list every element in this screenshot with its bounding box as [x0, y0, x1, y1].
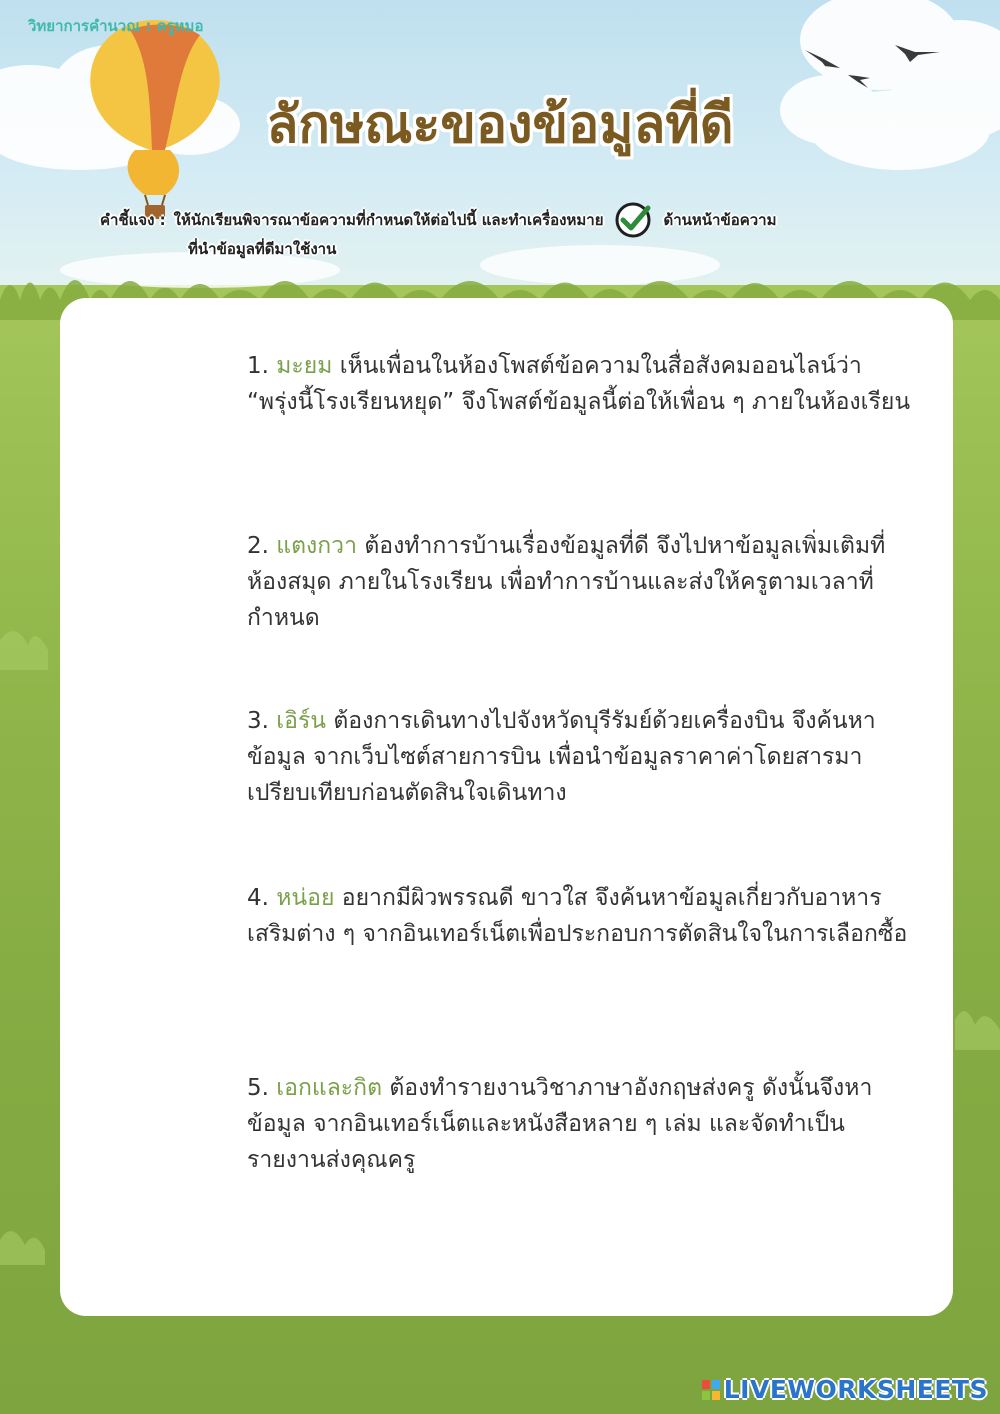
subject-label: วิทยาการคำนวณ : ครูหมอ [28, 17, 204, 35]
statement-item-3[interactable] [247, 703, 917, 811]
statement-item-4[interactable] [247, 880, 917, 952]
instructions-line-2 [100, 237, 900, 261]
checkmark-circle-icon [613, 200, 653, 240]
statement-text: ต้องการเดินทางไปจังหวัดบุรีรัมย์ด้วยเครื่องบิน จึงค้นหาข้อมูล จากเว็บไซต์สายการบิน เพื่อนำข้อมูลราคาค่าโดยสารมาเปรียบเทียบก่อนตัดสินใจเดินทาง [247, 708, 876, 806]
statement-text: ต้องทำการบ้านเรื่องข้อมูลที่ดี จึงไปหาข้อมูลเพิ่มเติมที่ห้องสมุด ภายในโรงเรียน เพื่อทำการบ้านและส่งให้ครูตามเวลาที่กำหนด [247, 533, 886, 631]
instructions [100, 205, 900, 261]
liveworksheets-logo-icon [702, 1380, 720, 1400]
statement-text: ต้องทำรายงานวิชาภาษาอังกฤษส่งครู ดังนั้นจึงหาข้อมูล จากอินเทอร์เน็ตและหนังสือหลาย ๆ เล่ม และจัดทำเป็นรายงานส่งคุณครู [247, 1075, 873, 1173]
statement-number: 5. [247, 1075, 269, 1101]
statement-number: 4. [247, 885, 269, 911]
statement-text: เห็นเพื่อนในห้องโพสต์ข้อความในสื่อสังคมออนไลน์ว่า “พรุ่งนี้โรงเรียนหยุด” จึงโพสต์ข้อมูลนี้ต่อให้เพื่อน ๆ ภายในห้องเรียน [247, 353, 911, 415]
instructions-text: ให้นักเรียนพิจารณาข้อความที่กำหนดให้ต่อไปนี้ และทำเครื่องหมาย [173, 211, 604, 229]
statement-item-1[interactable] [247, 348, 917, 420]
liveworksheets-logo[interactable] [702, 1375, 988, 1404]
instructions-label: คำชี้แจง : [100, 211, 166, 229]
student-name: แตงกวา [276, 533, 358, 559]
page-title: ลักษณะของข้อมูลที่ดี [266, 95, 734, 155]
statement-item-2[interactable] [247, 528, 917, 636]
student-name: เอกและกิต [276, 1075, 383, 1101]
statement-text: อยากมีผิวพรรณดี ขาวใส จึงค้นหาข้อมูลเกี่ยวกับอาหารเสริมต่าง ๆ จากอินเทอร์เน็ตเพื่อประกอบการตัดสินใจในการเลือกซื้อ [247, 885, 908, 947]
instructions-text-after-icon: ด้านหน้าข้อความ [663, 211, 777, 229]
statement-number: 2. [247, 533, 269, 559]
student-name: เอิร์น [276, 708, 327, 734]
student-name: มะยม [276, 353, 333, 379]
student-name: หน่อย [276, 885, 335, 911]
liveworksheets-logo-text: LIVEWORKSHEETS [723, 1375, 988, 1404]
statement-item-5[interactable] [247, 1070, 917, 1178]
instructions-text-line-2: ที่นำข้อมูลที่ดีมาใช้งาน [188, 240, 337, 258]
statement-number: 3. [247, 708, 269, 734]
instructions-line-1 [100, 205, 900, 235]
statement-number: 1. [247, 353, 269, 379]
